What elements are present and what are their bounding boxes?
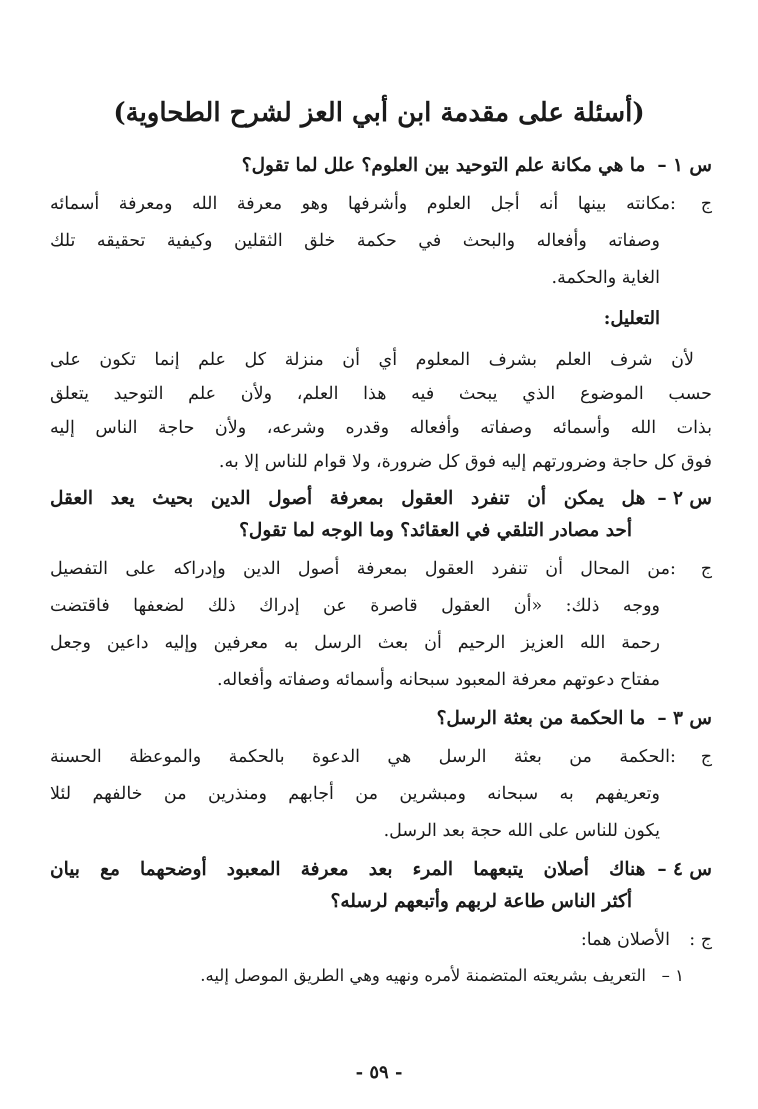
answer-2-line-3: رحمة الله العزيز الرحيم أن بعث الرسل به معرفين وإليه داعين وجعل — [50, 633, 660, 653]
answer-3-line-1: الحكمة من بعثة الرسل هي الدعوة بالحكمة والموعظة الحسنة — [50, 747, 670, 767]
answer-4-lead: ج : — [689, 930, 712, 950]
list-item-1 — [50, 959, 712, 993]
question-4-line-1: هناك أصلان يتبعهما المرء بعد معرفة المعبود أوضحهما مع بيان — [50, 859, 646, 880]
answer-1-lead: ج : — [670, 194, 712, 214]
page-title: (أسئلة على مقدمة ابن أبي العز لشرح الطحاوية) — [113, 98, 645, 128]
question-1-number: س ١ – — [657, 155, 712, 176]
answer-3-lead: ج : — [670, 747, 712, 767]
question-2 — [50, 483, 712, 547]
reason-line-4: فوق كل حاجة وضرورتهم إليه فوق كل ضرورة، ولا قوام للناس إلا به. — [218, 452, 712, 472]
list-item-1-number: ١ – — [661, 966, 684, 985]
reason-line-2: حسب الموضوع الذي يبحث فيه هذا العلم، ولأن علم التوحيد يتعلق — [50, 384, 712, 404]
answer-2-line-1: من المحال أن تنفرد العقول بمعرفة أصول الدين وإدراكه على التفصيل — [50, 559, 670, 579]
question-1-text: ما هي مكانة علم التوحيد بين العلوم؟ علل لما تقول؟ — [241, 155, 646, 176]
reason-line-3: بذات الله وأسمائه وصفاته وأفعاله وقدره وشرعه، ولأن حاجة الناس إليه — [50, 418, 712, 438]
answer-1-line-2: وصفاته وأفعاله والبحث في حكمة خلق الثقلين وكيفية تحقيقه تلك — [50, 231, 660, 251]
reason-heading: التعليل: — [603, 308, 660, 329]
page-number: - ٥٩ - — [355, 1062, 403, 1083]
answer-4-text: الأصلان هما: — [580, 930, 670, 950]
reason-line-1: لأن شرف العلم بشرف المعلوم أي أن منزلة كل علم إنما تكون على — [50, 350, 694, 370]
question-3-text: ما الحكمة من بعثة الرسل؟ — [436, 708, 646, 729]
question-2-number: س ٢ – — [657, 488, 712, 509]
answer-2-line-4: مفتاح دعوتهم معرفة المعبود سبحانه وأسمائه وصفاته وأفعاله. — [216, 670, 660, 690]
answer-3 — [50, 739, 712, 850]
question-1 — [50, 150, 712, 182]
question-4-line-2: أكثر الناس طاعة لربهم وأتبعهم لرسله؟ — [330, 891, 632, 912]
answer-3-line-3: يكون للناس على الله حجة بعد الرسل. — [383, 821, 660, 841]
question-2-line-1: هل يمكن أن تنفرد العقول بمعرفة أصول الدين بحيث يعد العقل — [50, 488, 646, 509]
question-4 — [50, 854, 712, 918]
reason-paragraph — [50, 343, 712, 479]
answer-2 — [50, 551, 712, 699]
answer-1 — [50, 186, 712, 297]
answer-3-line-2: وتعريفهم به سبحانه ومبشرين من أجابهم ومنذرين من خالفهم لئلا — [50, 784, 660, 804]
question-4-number: س ٤ – — [657, 859, 712, 880]
answer-1-line-1: مكانته بينها أنه أجل العلوم وأشرفها وهو معرفة الله ومعرفة أسمائه — [50, 194, 670, 214]
question-3 — [50, 703, 712, 735]
answer-2-lead: ج : — [670, 559, 712, 579]
question-3-number: س ٣ – — [657, 708, 712, 729]
answer-2-line-2: ووجه ذلك: «أن العقول قاصرة عن إدراك ذلك لضعفها فاقتضت — [50, 596, 660, 616]
answer-4 — [50, 922, 712, 959]
page-content — [50, 150, 712, 993]
question-2-line-2: أحد مصادر التلقي في العقائد؟ وما الوجه لما تقول؟ — [239, 520, 632, 541]
list-item-1-text: التعريف بشريعته المتضمنة لأمره ونهيه وهي الطريق الموصل إليه. — [200, 966, 646, 985]
answer-1-line-3: الغاية والحكمة. — [551, 268, 660, 288]
